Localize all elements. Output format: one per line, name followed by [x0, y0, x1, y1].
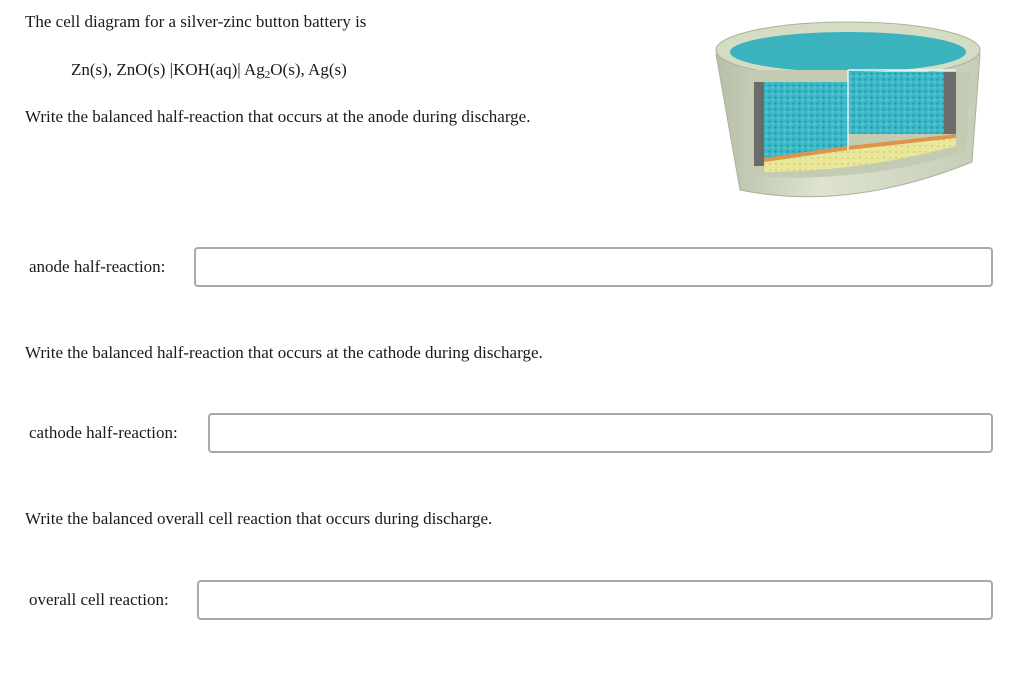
cell-diagram	[71, 60, 347, 81]
question-intro: The cell diagram for a silver-zinc button battery is	[25, 12, 367, 31]
cathode-input[interactable]	[208, 413, 993, 453]
cell-diagram-subscript: 2	[264, 69, 271, 81]
button-battery-illustration	[708, 12, 988, 198]
cathode-label: cathode half-reaction:	[29, 423, 178, 442]
overall-input[interactable]	[197, 580, 993, 620]
cell-diagram-part2: O(s), Ag(s)	[270, 60, 347, 79]
overall-label: overall cell reaction:	[29, 590, 169, 609]
anode-input[interactable]	[194, 247, 993, 287]
cell-diagram-part1: Zn(s), ZnO(s) |KOH(aq)| Ag	[71, 60, 265, 79]
cathode-prompt: Write the balanced half-reaction that occurs at the cathode during discharge.	[25, 343, 543, 362]
overall-prompt: Write the balanced overall cell reaction that occurs during discharge.	[25, 509, 493, 528]
anode-prompt: Write the balanced half-reaction that occurs at the anode during discharge.	[25, 107, 531, 126]
anode-label: anode half-reaction:	[29, 257, 166, 276]
